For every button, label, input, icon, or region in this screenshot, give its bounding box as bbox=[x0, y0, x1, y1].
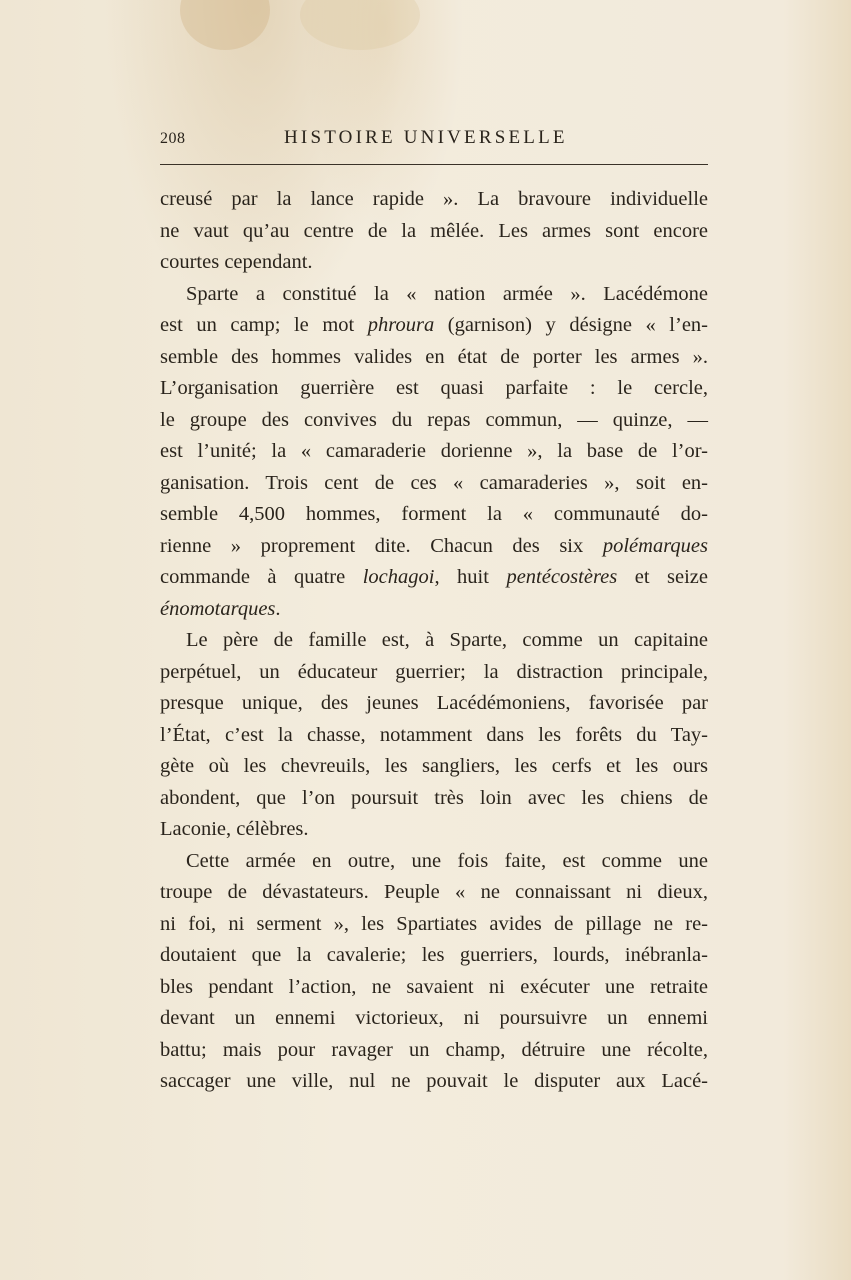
text-line: bles pendant l’action, ne savaient ni exécuter une retraite bbox=[160, 975, 708, 998]
text-line: perpétuel, un éducateur guerrier; la distraction principale, bbox=[160, 660, 708, 683]
text-line: est un camp; le mot phroura (garnison) y désigne « l’en- bbox=[160, 314, 709, 336]
text-line: presque unique, des jeunes Lacédémoniens, favorisée par bbox=[160, 692, 708, 714]
text-line: ganisation. Trois cent de ces « camaraderies », soit en- bbox=[160, 471, 708, 494]
text-line: ne vaut qu’au centre de la mêlée. Les armes sont encore bbox=[160, 219, 708, 242]
text-line: courtes cependant. bbox=[160, 251, 313, 273]
text-line: Laconie, célèbres. bbox=[160, 818, 309, 840]
page-stain bbox=[180, 0, 270, 50]
running-header bbox=[160, 122, 708, 162]
text-line: semble 4,500 hommes, forment la « communauté do- bbox=[160, 503, 708, 525]
text-line: battu; mais pour ravager un champ, détruire une récolte, bbox=[160, 1038, 708, 1061]
text-line: Cette armée en outre, une fois faite, est comme une bbox=[186, 849, 708, 872]
text-line: l’État, c’est la chasse, notamment dans les forêts du Tay- bbox=[160, 723, 708, 746]
text-line: L’organisation guerrière est quasi parfaite : le cercle, bbox=[160, 377, 708, 399]
text-line: troupe de dévastateurs. Peuple « ne connaissant ni dieux, bbox=[160, 881, 708, 903]
text-line: creusé par la lance rapide ». La bravoure individuelle bbox=[160, 188, 708, 210]
text-line: semble des hommes valides en état de porter les armes ». bbox=[160, 345, 708, 368]
page-stain bbox=[300, 0, 420, 50]
text-line: commande à quatre lochagoi, huit pentécostères et seize bbox=[160, 566, 708, 588]
text-line: énomotarques. bbox=[160, 597, 281, 620]
text-line: Sparte a constitué la « nation armée ». Lacédémone bbox=[186, 282, 708, 305]
text-line: Le père de famille est, à Sparte, comme un capitaine bbox=[186, 629, 708, 651]
body-text bbox=[160, 184, 708, 1098]
text-line: gète où les chevreuils, les sangliers, les cerfs et les ours bbox=[160, 755, 708, 777]
text-line: doutaient que la cavalerie; les guerriers, lourds, inébranla- bbox=[160, 944, 708, 966]
page-number: 208 bbox=[160, 130, 186, 147]
text-line: est l’unité; la « camaraderie dorienne », la base de l’or- bbox=[160, 440, 708, 462]
text-line: abondent, que l’on poursuit très loin avec les chiens de bbox=[160, 786, 708, 809]
running-title: HISTOIRE UNIVERSELLE bbox=[284, 127, 568, 148]
text-line: devant un ennemi victorieux, ni poursuivre un ennemi bbox=[160, 1007, 708, 1029]
header-rule bbox=[160, 164, 708, 165]
text-line: saccager une ville, nul ne pouvait le disputer aux Lacé- bbox=[160, 1070, 708, 1092]
text-line: le groupe des convives du repas commun, — quinze, — bbox=[160, 408, 708, 431]
text-line: rienne » proprement dite. Chacun des six polémarques bbox=[160, 534, 708, 557]
text-line: ni foi, ni serment », les Spartiates avides de pillage ne re- bbox=[160, 912, 708, 935]
